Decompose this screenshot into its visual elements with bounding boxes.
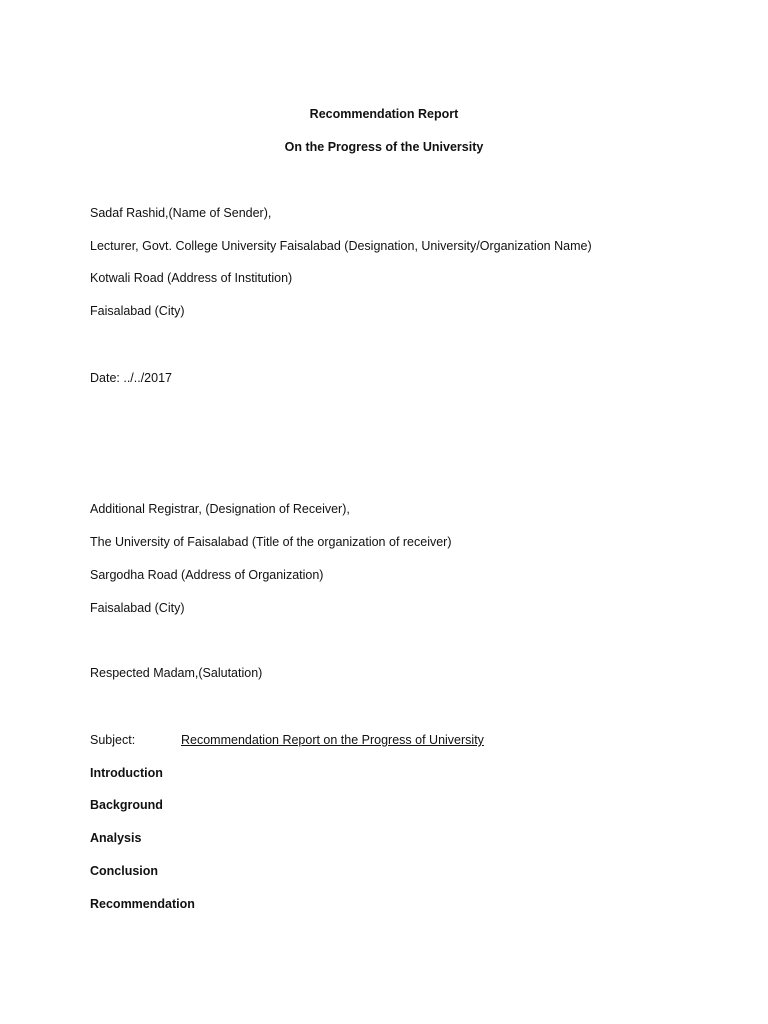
receiver-address: Sargodha Road (Address of Organization) (90, 568, 324, 582)
section-heading-introduction: Introduction (90, 766, 163, 780)
salutation: Respected Madam,(Salutation) (90, 666, 263, 680)
report-subtitle: On the Progress of the University (284, 140, 484, 154)
section-heading-background: Background (90, 798, 163, 812)
receiver-designation: Additional Registrar, (Designation of Receiver), (90, 502, 350, 516)
subject-line (90, 732, 690, 748)
report-title: Recommendation Report (309, 107, 459, 121)
sender-designation: Lecturer, Govt. College University Faisalabad (Designation, University/Organization Name) (90, 239, 592, 253)
section-heading-conclusion: Conclusion (90, 864, 159, 878)
subject-label: Subject: (90, 733, 136, 747)
receiver-organization: The University of Faisalabad (Title of the organization of receiver) (90, 535, 452, 549)
sender-address: Kotwali Road (Address of Institution) (90, 271, 293, 285)
section-heading-analysis: Analysis (90, 831, 142, 845)
letter-date: Date: ../../2017 (90, 371, 172, 385)
sender-name: Sadaf Rashid,(Name of Sender), (90, 206, 272, 220)
sender-city: Faisalabad (City) (90, 304, 185, 318)
receiver-city: Faisalabad (City) (90, 601, 185, 615)
subject-value: Recommendation Report on the Progress of University (181, 733, 484, 747)
section-heading-recommendation: Recommendation (90, 897, 195, 911)
